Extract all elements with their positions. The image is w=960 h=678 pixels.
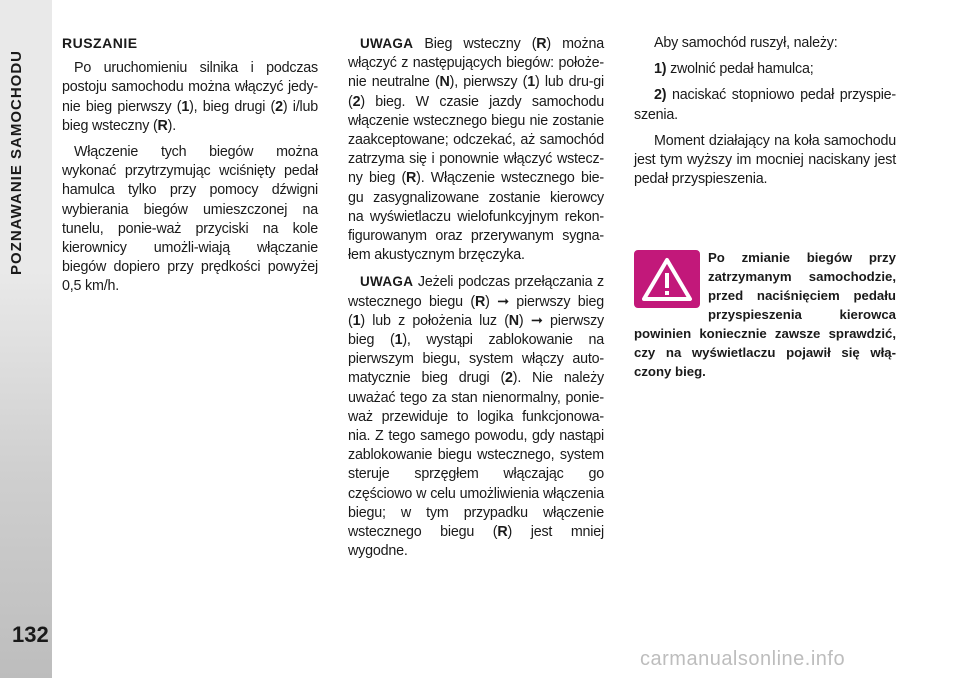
paragraph-starting: Po uruchomieniu silnika i podczas postoju samochodu można włączyć jedy-nie bieg pierwszy (1), bieg drugi (2) i/lub bieg wsteczny (R). (62, 60, 319, 134)
paragraph-torque: Moment działający na koła samochodu jest tym wyższy im mocniej naciskany jest pedał przyspieszenia. (634, 132, 896, 188)
watermark: carmanualsonline.info (640, 648, 846, 670)
step-2: 2) naciskać stopniowo pedał przyspie-szenia. (634, 87, 896, 123)
paragraph-gear-selection: Włączenie tych biegów można wykonać przytrzymując wciśnięty pedał hamulca tylko przy pomocy dźwigni wybierania biegów umieszczonej na tunelu, ponie-waż przyciski na kole kierownicy umożli-wiają włączanie biegów dopiero przy prędkości powyżej 0,5 km/h. (62, 144, 318, 295)
section-label: POZNAWANIE SAMOCHODU (8, 50, 25, 276)
column-1 (62, 34, 318, 304)
page-number: 132 (12, 622, 49, 647)
steps-intro: Aby samochód ruszył, należy: (654, 35, 838, 51)
warning-box (634, 248, 896, 381)
column-2 (348, 34, 604, 568)
warning-triangle-icon (634, 250, 700, 308)
warning-text: Po zmianie biegów przy zatrzymanym samochodzie, przed naciśnięciem pedału przyspieszenia kierowca powinien koniecznie zawsze sprawdzić, czy na wyświetlaczu pojawił się włą-czony bieg. (634, 250, 896, 379)
note-reverse-gear: UWAGA Bieg wsteczny (R) można włączyć z następujących biegów: położe-nie neutralne (N), pierwszy (1) lub dru-gi (2) bieg. W czasie jazdy samochodu włączenie wstecznego biegu nie zostanie zaakceptowane; odczekać, aż samochód zatrzyma się i ponownie włączyć wstecz-ny bieg (R). Włączenie wstecznego bie-gu zasygnalizowane zostanie kierowcy na wyświetlaczu wielofunkcyjnym rekon-figurowanym oraz przerywanym sygna-łem akustycznym brzęczyka. (348, 36, 605, 264)
step-1: 1) zwolnić pedał hamulca; (654, 61, 814, 78)
column-3 (634, 34, 896, 196)
sidebar (0, 0, 52, 678)
note-gear-lock: UWAGA Jeżeli podczas przełączania z wstecznego biegu (R) ➞ pierwszy bieg (1) lub z położenia luz (N) ➞ pierwszy bieg (1), wystąpi zablokowanie na pierwszym biegu, system włączy auto-matycznie bieg drugi (2). Nie należy uważać tego za stan nienormalny, ponie-waż przewiduje to logika funkcjonowa-nia. Z tego samego powodu, gdy nastąpi zablokowanie biegu wstecznego, system steruje sprzęgłem włączając go częściowo w celu umożliwienia włączenia biegu; w tym przypadku włączenie wstecznego biegu (R) jest mniej wygodne. (348, 274, 604, 560)
section-heading: RUSZANIE (62, 35, 138, 51)
